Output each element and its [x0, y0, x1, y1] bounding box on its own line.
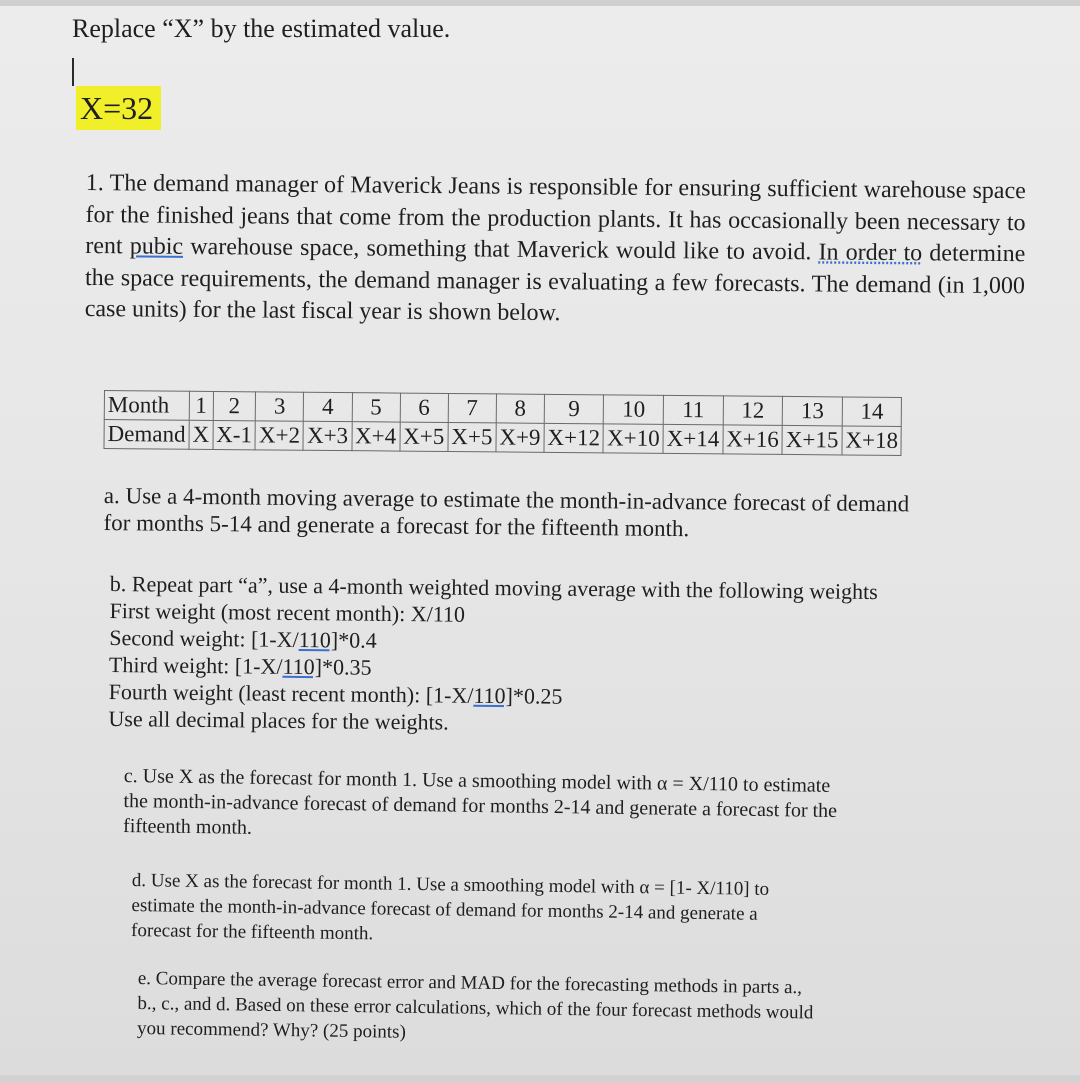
month-cell: 5: [352, 393, 400, 422]
part-e: [137, 966, 814, 1050]
month-cell: 6: [400, 393, 448, 422]
demand-cell: X+16: [723, 425, 783, 455]
month-cell: 2: [213, 391, 256, 420]
demand-cell: X-1: [213, 420, 256, 449]
spellcheck-word-pubic[interactable]: pubic: [129, 233, 184, 260]
demand-cell: X+3: [303, 421, 351, 450]
weight-text: *0.25: [512, 683, 563, 709]
part-b-line: b. Repeat part “a”, use a 4-month weighted moving average with the following weights: [109, 570, 878, 605]
part-d-line: d. Use X as the forecast for month 1. Use a smoothing model with α = [1- X/110] to: [131, 869, 770, 900]
demand-cell: X+9: [496, 423, 544, 452]
spellcheck-number[interactable]: 110]: [282, 653, 323, 680]
demand-cell: X+4: [351, 422, 399, 451]
part-e-line: you recommend? Why? (25 points): [136, 1017, 406, 1043]
month-cell: 7: [448, 394, 496, 423]
part-a: [103, 482, 909, 544]
problem-text-1: 1. The demand manager of Maverick Jeans is responsible for ensuring sufficient warehouse space for the finished jeans that come from the production plants. It has occasionally been necessary to rent: [85, 169, 1026, 260]
month-cell: 1: [189, 391, 213, 420]
part-d: [131, 868, 769, 952]
month-cell: 10: [604, 395, 664, 425]
demand-row: [104, 420, 902, 456]
demand-cell: X+10: [603, 424, 663, 454]
month-row-header: Month: [104, 391, 189, 421]
demand-cell: X+2: [255, 421, 303, 450]
demand-cell: X+18: [842, 426, 902, 456]
weight-text: *0.35: [321, 654, 372, 680]
part-b: [108, 570, 878, 740]
part-b-line: Use all decimal places for the weights.: [108, 705, 449, 735]
problem-text-3: determine the space requirements, the demand manager is evaluating a few forecasts. The demand (in 1,000 case units) for the last fiscal year is shown below.: [84, 240, 1026, 327]
window-top-edge: [0, 0, 1080, 6]
instruction-heading: Replace “X” by the estimated value.: [72, 14, 451, 43]
demand-cell: X+14: [663, 424, 723, 454]
weight-text: Fourth weight (least recent month): [1-X/: [108, 678, 474, 708]
month-cell: 11: [663, 395, 723, 425]
part-c: [123, 764, 838, 849]
month-cell: 13: [782, 396, 842, 426]
part-c-line: fifteenth month.: [122, 814, 253, 839]
part-e-line: b., c., and d. Based on these error calculations, which of the four forecast methods would: [137, 992, 814, 1024]
month-cell: 12: [723, 396, 783, 426]
demand-cell: X+5: [400, 422, 448, 451]
demand-cell: X+5: [448, 423, 496, 452]
month-cell: 14: [842, 397, 902, 427]
part-d-line: forecast for the fifteenth month.: [130, 919, 374, 945]
part-c-line: the month-in-advance forecast of demand for months 2-14 and generate a forecast for the: [123, 789, 838, 822]
text-cursor: [72, 58, 74, 86]
weight-text: Second weight: [1-X/: [109, 624, 299, 652]
demand-cell: X: [189, 420, 213, 449]
part-e-line: e. Compare the average forecast error and MAD for the forecasting methods in parts a.,: [137, 967, 803, 999]
grammar-phrase-in-order-to[interactable]: In order to: [818, 239, 923, 267]
demand-cell: X+15: [782, 425, 842, 455]
window-bottom-edge: [0, 1075, 1080, 1083]
demand-row-header: Demand: [104, 420, 189, 450]
month-cell: 8: [496, 394, 544, 423]
demand-cell: X+12: [544, 423, 604, 453]
part-a-line: a. Use a 4-month moving average to estimate the month-in-advance forecast of demand: [103, 482, 910, 517]
spellcheck-number[interactable]: 110]: [473, 682, 514, 709]
demand-table: [103, 390, 902, 456]
month-cell: 3: [256, 392, 304, 421]
spellcheck-number[interactable]: 110]: [298, 626, 339, 653]
part-d-line: estimate the month-in-advance forecast of demand for months 2-14 and generate a: [131, 894, 758, 925]
part-b-line: First weight (most recent month): X/110: [109, 597, 466, 627]
month-cell: 4: [304, 392, 352, 421]
highlighted-x-value: X=32: [76, 86, 161, 130]
part-c-line: c. Use X as the forecast for month 1. Use a smoothing model with α = X/110 to estimate: [123, 764, 831, 797]
problem-text-2: warehouse space, something that Maverick would like to avoid.: [183, 233, 819, 266]
month-cell: 9: [544, 394, 604, 424]
weight-text: Third weight: [1-X/: [108, 651, 283, 679]
weight-text: *0.4: [338, 627, 377, 653]
part-a-line: for months 5-14 and generate a forecast for the fifteenth month.: [103, 509, 690, 542]
problem-statement: [85, 168, 1026, 334]
